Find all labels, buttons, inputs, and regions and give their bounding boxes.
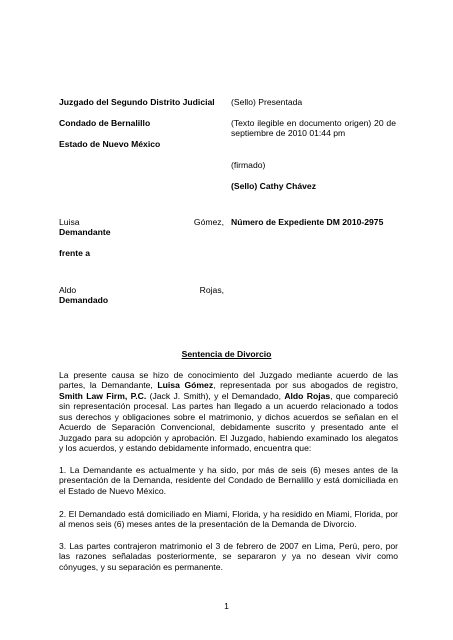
respondent-name-bold: Aldo Rojas	[284, 390, 331, 401]
court-name: Juzgado del Segundo Distrito Judicial	[59, 97, 215, 107]
petitioner-role: Demandante	[59, 227, 111, 238]
respondent-role: Demandado	[59, 295, 109, 306]
finding-3: 3. Las partes contrajeron matrimonio el 3 de febrero de 2007 en Lima, Perú, pero, por las razones señaladas posteriormente, se separaron y ya no desean vivir como cónyuges, y su separación es permanente.	[59, 541, 398, 572]
intro-text-1: La presente causa se hizo de conocimiento del Juzgado mediante acuerdo de las partes, la Demandante,	[59, 370, 398, 391]
respondent-block	[59, 285, 224, 306]
respondent-last-name: Rojas,	[199, 285, 224, 295]
intro-text-3: (Jack J. Smith), y el Demandado,	[146, 390, 285, 401]
petitioner-block	[59, 217, 224, 238]
law-firm-bold: Smith Law Firm, P.C.	[59, 390, 147, 401]
case-number: Número de Expediente DM 2010-2975	[231, 217, 384, 227]
signed-note: (firmado)	[231, 160, 266, 170]
intro-paragraph	[59, 370, 398, 454]
illegible-stamp: (Texto ilegible en documento origen) 20 de septiembre de 2010 01:44 pm	[231, 118, 396, 139]
petitioner-first-name: Luisa	[59, 217, 80, 227]
respondent-first-name: Aldo	[59, 285, 77, 295]
petitioner-last-name: Gómez,	[193, 217, 224, 227]
finding-1: 1. La Demandante es actualmente y ha sido, por más de seis (6) meses antes de la presentación de la Demanda, residente del Condado de Bernalillo y está domiciliada en el Estado de Nuevo México.	[59, 465, 398, 496]
clerk-seal: (Sello) Cathy Chávez	[231, 181, 317, 191]
intro-text-4: , que compareció sin representación procesal. Las partes han llegado a un acuerdo relacionado a todos sus derechos y obligaciones sobre el matrimonio, y dichos acuerdos se señalan en el Acuerdo de Separación Convencional, debidamente suscrito y presentado ante el Juzgado para su adopción y aprobación. El Juzgado, habiendo examinado los alegatos y los acuerdos, y estando debidamente informado, encuentra que:	[59, 390, 398, 454]
finding-2: 2. El Demandado está domiciliado en Miami, Florida, y ha residido en Miami, Florida, por al menos seis (6) meses antes de la presentación de la Demanda de Divorcio.	[59, 509, 398, 530]
page-number: 1	[224, 601, 229, 611]
county-name: Condado de Bernalillo	[59, 118, 151, 128]
intro-text-2: , representada por sus abogados de registro,	[213, 380, 398, 391]
seal-presented: (Sello) Presentada	[231, 97, 303, 107]
versus-label: frente a	[59, 248, 91, 258]
document-title: Sentencia de Divorcio	[181, 349, 272, 359]
state-name: Estado de Nuevo México	[59, 139, 161, 149]
petitioner-name-bold: Luisa Gómez	[157, 380, 214, 391]
